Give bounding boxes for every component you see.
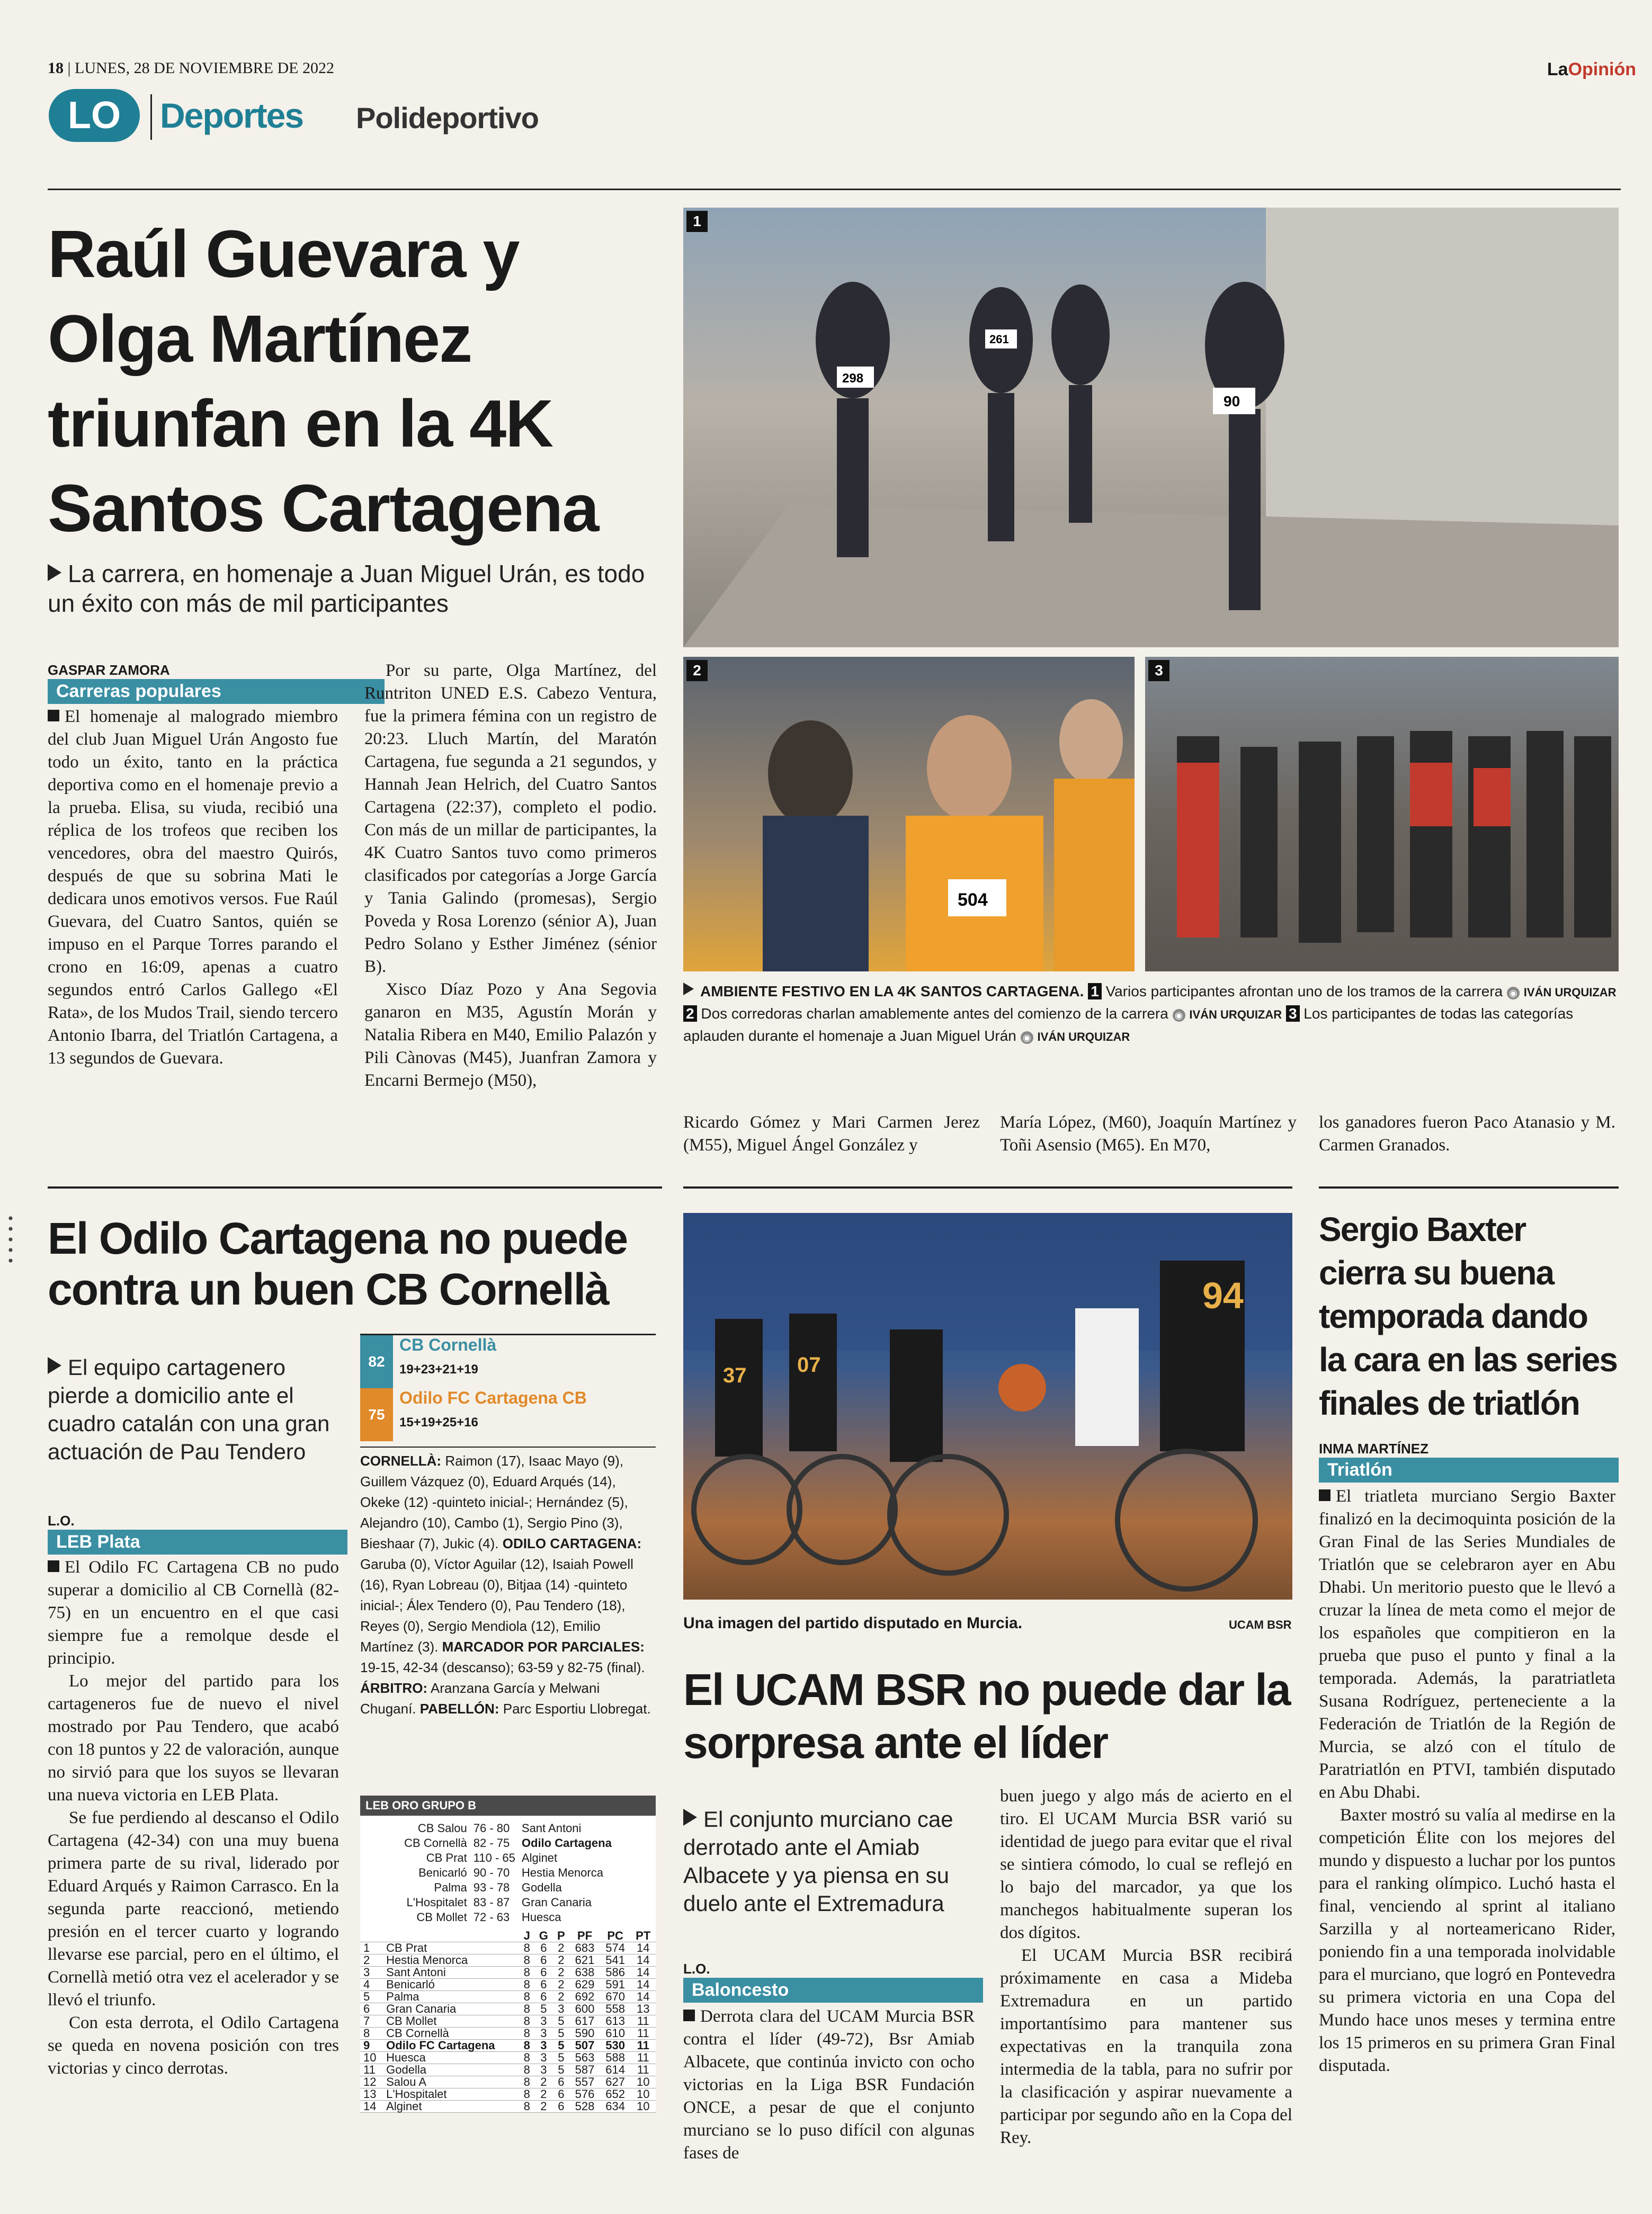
caption-text-1: Varios participantes afrontan uno de los tramos de la carrera — [1105, 983, 1503, 999]
standings-cell: 617 — [575, 2014, 595, 2028]
result-away: Odilo Cartagena — [521, 1836, 612, 1850]
article4-p2: Baxter mostró su valía al medirse en la competición Élite con los mejores del mundo y dispuesto a luchar por los puntos para el ranking olímpico. Luchó hasta el final, venciendo al sprint al italiano Sarzilla y al norteamericano Rider, poniendo fin a una temporada inolvidable para el murciano, que logró en Pontevedra su primera victoria en una Copa del Mundo hace unos meses y termina entre los 15 primeros en su primera Gran Final disputada. — [1319, 1806, 1615, 2075]
standings-cell: 638 — [575, 1966, 595, 1979]
standings-team: Palma — [386, 1990, 419, 2003]
standings-cell: 11 — [637, 2063, 649, 2076]
jersey-07: 07 — [797, 1353, 821, 1377]
standings-cell: 2 — [540, 2087, 547, 2101]
article1-photo-3 — [1145, 657, 1619, 971]
team2-info — [393, 1388, 587, 1441]
result-score: 93 - 78 — [473, 1881, 510, 1894]
brand-left: La — [1547, 59, 1568, 79]
header-rule — [48, 189, 1621, 190]
standings-header-cell: P — [557, 1929, 565, 1942]
result-away: Hestia Menorca — [521, 1866, 603, 1879]
caption-arrow-icon — [683, 983, 694, 995]
result-score: 72 - 63 — [473, 1911, 510, 1924]
standings-cell: 9 — [363, 2039, 370, 2052]
standings-cell: 587 — [575, 2063, 595, 2076]
standings-cell: 5 — [558, 2063, 565, 2076]
standings-header-cell: PF — [577, 1929, 593, 1942]
standings-cell: 541 — [605, 1953, 625, 1967]
bib-text-298: 298 — [842, 371, 864, 386]
photo-number-2: 2 — [686, 660, 708, 681]
result-home: L'Hospitalet — [406, 1896, 467, 1909]
lineup1-label: CORNELLÀ: — [360, 1453, 442, 1469]
standings-cell: 8 — [523, 2014, 530, 2028]
dotted-margin — [5, 1213, 16, 1266]
result-row — [401, 1880, 615, 1895]
standings-row — [360, 2015, 656, 2028]
standings-cell: 7 — [363, 2014, 370, 2028]
paragraph-bullet-icon — [683, 2010, 695, 2021]
article1-col3: Ricardo Gómez y Mari Carmen Jerez (M55), Miguel Ángel González y — [683, 1113, 980, 1155]
league-standings — [360, 1930, 656, 2113]
page-number: 18 — [48, 59, 64, 77]
camera-icon: ◉ — [1021, 1031, 1033, 1044]
header-divider — [150, 94, 152, 140]
standings-cell: 629 — [575, 1978, 595, 1991]
standings-cell: 574 — [605, 1941, 625, 1954]
camera-icon: ◉ — [1173, 1009, 1185, 1022]
basketball-icon — [998, 1364, 1046, 1412]
standings-cell: 2 — [558, 1978, 565, 1991]
standings-cell: 2 — [363, 1953, 370, 1967]
article3-col2a: buen juego y algo más de acierto en el tiro. El UCAM Murcia BSR varió su identidad de juego para evitar que el rival se sintiera cómodo, lo cual se reflejó en lo bajo del marcador, ya que los manchegos habitualmente superan los dos dígitos. — [1000, 1787, 1292, 1942]
standings-cell: 3 — [363, 1966, 370, 1979]
lineup2-label: ODILO CARTAGENA: — [502, 1535, 642, 1551]
result-score: 83 - 87 — [473, 1896, 510, 1909]
standings-row — [360, 2064, 656, 2076]
standings-cell: 6 — [540, 1990, 547, 2003]
lineup2-text: Garuba (0), Víctor Aguilar (12), Isaiah Powell (16), Ryan Lobreau (0), Bitjaa (14) -quinteto inicial-; Álex Tendero (0), Pau Tendero (18), Reyes (0), Sergio Mendiola (12), Emilio Martínez (3). — [360, 1556, 633, 1655]
standings-row — [360, 2076, 656, 2088]
paragraph-bullet-icon — [48, 710, 59, 721]
standings-team: Gran Canaria — [386, 2002, 457, 2015]
standings-cell: 2 — [558, 1966, 565, 1979]
article3-photo-caption: Una imagen del partido disputado en Murcia. — [683, 1614, 1023, 1632]
article2-top-rule — [48, 1186, 662, 1189]
article2-p1: El Odilo FC Cartagena CB no pudo superar a domicilio al CB Cornellà (82-75) en un encuentro en el que casi siempre fue a remolque desde el principio. — [48, 1558, 339, 1668]
result-away: Sant Antoni — [521, 1822, 582, 1835]
team1-name: CB Cornellà — [399, 1335, 497, 1354]
standings-cell: 8 — [523, 1978, 530, 1991]
team2-name: Odilo FC Cartagena CB — [399, 1388, 587, 1407]
article3-section-tag: Baloncesto — [683, 1978, 983, 2003]
result-row — [401, 1865, 615, 1880]
jersey-94: 94 — [1202, 1275, 1244, 1316]
standings-cell: 6 — [540, 1953, 547, 1967]
standings-cell: 627 — [605, 2075, 625, 2088]
standings-cell: 558 — [605, 2002, 625, 2015]
league-results — [401, 1821, 615, 1925]
standings-cell: 10 — [636, 2075, 650, 2088]
standings-cell: 507 — [575, 2039, 595, 2052]
runners-illustration — [683, 208, 1619, 647]
standings-row — [360, 1954, 656, 1967]
team1-info — [393, 1335, 496, 1388]
standings-cell: 621 — [575, 1953, 595, 1967]
article3-col2b: El UCAM Murcia BSR recibirá próximamente en casa a Mideba Extremadura en un partido importantísimo para mantener sus expectativas en la tranquila zona intermedia de la tabla, para no sufrir por la clasificación y aspirar nuevamente a participar por segundo año en la Copa del Rey. — [1000, 1946, 1292, 2147]
standings-cell: 634 — [605, 2100, 625, 2113]
league-title: LEB ORO GRUPO B — [360, 1796, 656, 1816]
jersey-37: 37 — [723, 1364, 747, 1387]
standings-cell: 14 — [363, 2100, 377, 2113]
standings-row — [360, 2028, 656, 2040]
standings-cell: 10 — [363, 2051, 377, 2064]
standings-cell: 692 — [575, 1990, 595, 2003]
article4-top-rule — [1319, 1186, 1619, 1189]
article2-kicker — [48, 1353, 344, 1466]
article2-section-tag: LEB Plata — [48, 1530, 347, 1555]
standings-cell: 2 — [558, 1941, 565, 1954]
standings-team: Alginet — [386, 2100, 422, 2113]
standings-cell: 6 — [558, 2087, 565, 2101]
standings-cell: 6 — [558, 2075, 565, 2088]
referee-text: Aranzana García y Melwani Chuganí. — [360, 1680, 600, 1717]
standings-row — [360, 1979, 656, 1991]
article2-p2: Lo mejor del partido para los cartageneros fue de nuevo el nivel mostrado por Pau Tendero, que acabó con 18 puntos y 22 de valoración, aunque no sirvió para que los suyos se llevaran una nueva victoria en LEB Plata. — [48, 1672, 339, 1805]
standings-cell: 14 — [636, 1978, 650, 1991]
page-folio — [48, 59, 334, 77]
bib-text-504: 504 — [958, 890, 988, 910]
standings-cell: 8 — [523, 1953, 530, 1967]
standings-cell: 8 — [523, 2039, 530, 2052]
article3-byline: L.O. — [683, 1961, 710, 1977]
standings-team: CB Mollet — [386, 2014, 437, 2028]
article3-kicker — [683, 1805, 980, 1917]
caption-marker-1: 1 — [1088, 983, 1102, 999]
result-row — [401, 1836, 615, 1851]
standings-header — [360, 1930, 656, 1942]
standings-cell: 2 — [558, 1990, 565, 2003]
result-away: Godella — [521, 1881, 562, 1894]
standings-cell: 14 — [636, 1941, 650, 1954]
partials-label: MARCADOR POR PARCIALES: — [442, 1639, 645, 1655]
result-row — [401, 1851, 615, 1865]
result-row — [401, 1895, 615, 1910]
team1-quarters: 19+23+21+19 — [399, 1362, 478, 1377]
partials-text: 19-15, 42-34 (descanso); 63-59 y 82-75 (final). — [360, 1659, 645, 1675]
standings-cell: 6 — [363, 2002, 370, 2015]
article2-p4: Con esta derrota, el Odilo Cartagena se queda en novena posición con tres victorias y cinco derrotas. — [48, 2013, 339, 2078]
standings-cell: 586 — [605, 1966, 625, 1979]
standings-cell: 12 — [363, 2075, 377, 2088]
standings-cell: 14 — [636, 1966, 650, 1979]
standings-cell: 6 — [558, 2100, 565, 2113]
article1-kicker — [48, 559, 662, 618]
standings-cell: 5 — [558, 2051, 565, 2064]
standings-cell: 591 — [605, 1978, 625, 1991]
standings-cell: 11 — [637, 2014, 649, 2028]
standings-row — [360, 2088, 656, 2101]
article1-col4: María López, (M60), Joaquín Martínez y Toñi Asensio (M65). En M70, — [1000, 1113, 1297, 1155]
subsection-title: Polideportivo — [356, 101, 539, 135]
article4-section-tag: Triatlón — [1319, 1458, 1619, 1483]
article2-kicker-text: El equipo cartagenero pierde a domicilio ante el cuadro catalán con una gran actuación de Pau Tendero — [48, 1355, 330, 1464]
standings-cell: 610 — [605, 2026, 625, 2040]
team1-score: 82 — [360, 1335, 393, 1388]
team2-quarters: 15+19+25+16 — [399, 1415, 478, 1430]
article1-caption — [683, 981, 1619, 1048]
standings-team: L'Hospitalet — [386, 2087, 447, 2101]
standings-header-cell: PC — [607, 1929, 623, 1942]
result-away: Gran Canaria — [521, 1896, 592, 1909]
standings-cell: 5 — [540, 2002, 547, 2015]
standings-cell: 8 — [523, 2002, 530, 2015]
standings-cell: 8 — [523, 2075, 530, 2088]
article1-col2b: Xisco Díaz Pozo y Ana Segovia ganaron en M35, Agustín Morán y Natalia Ribera en M40, Emilio Palazón y Pili Cànovas (M45), Juanfran Zamora y Encarni Bermejo (M50), — [364, 980, 657, 1090]
standings-cell: 10 — [636, 2100, 650, 2113]
bib-text-90: 90 — [1224, 393, 1240, 409]
women-illustration — [683, 657, 1135, 971]
kicker-arrow-icon — [48, 1357, 61, 1374]
wheelchair-basketball-illustration — [683, 1213, 1292, 1600]
standings-team: Salou A — [386, 2075, 427, 2088]
standings-cell: 8 — [523, 2100, 530, 2113]
standings-row — [360, 2101, 656, 2113]
result-score: 110 - 65 — [473, 1851, 515, 1864]
standings-cell: 3 — [540, 2063, 547, 2076]
standings-cell: 14 — [636, 1953, 650, 1967]
standings-cell: 683 — [575, 1941, 595, 1954]
standings-cell: 8 — [523, 2087, 530, 2101]
caption-marker-2: 2 — [683, 1005, 697, 1022]
standings-cell: 14 — [636, 1990, 650, 2003]
article3-photo — [683, 1213, 1292, 1600]
article1-col5: los ganadores fueron Paco Atanasio y M. Carmen Granados. — [1319, 1113, 1615, 1155]
standings-cell: 4 — [363, 1978, 370, 1991]
article2-byline: L.O. — [48, 1513, 75, 1529]
referee-label: ÁRBITRO: — [360, 1680, 428, 1696]
standings-cell: 1 — [363, 1941, 370, 1954]
standings-cell: 8 — [523, 1966, 530, 1979]
standings-cell: 13 — [636, 2002, 650, 2015]
lineup1-text: Raimon (17), Isaac Mayo (9), Guillem Vázquez (0), Eduard Arqués (14), Okeke (12) -quinteto inicial-; Hernández (5), Alejandro (10), Cambo (1), Sergio Pino (3), Bieshaar (7), Jukic (4). — [360, 1453, 628, 1551]
article1-col1-text: El homenaje al malogrado miembro del club Juan Miguel Urán Angosto fue todo un éxito, tanto en la práctica deportiva como en el homenaje previo a la prueba. Elisa, su viuda, recibió una réplica de los trofeos que reciben los vencedores, obra del maestro Quirós, después de que su sobrina Mati le dedicara unos emotivos versos. Fue Raúl Guevara, del Cuatro Santos, quién se impuso en el Parque Torres parando el crono en 16:09, apenas a cuatro segundos entró Carlos Gallego «El Rata», de los Mudos Trail, siendo tercero Antonio Ibarra, del Triatlón Cartagena, a 13 segundos de Guevara. — [48, 707, 338, 1068]
scorebox-team1 — [360, 1334, 656, 1388]
venue-label: PABELLÓN: — [419, 1701, 499, 1717]
article1-photo-1 — [683, 208, 1619, 647]
standings-cell: 5 — [558, 2039, 565, 2052]
result-away: Alginet — [521, 1851, 558, 1864]
standings-team: Odilo FC Cartagena — [386, 2039, 495, 2052]
standings-team: CB Cornellà — [386, 2026, 449, 2040]
standings-row — [360, 2040, 656, 2052]
standings-team: Sant Antoni — [386, 1966, 446, 1979]
brand-right: Opinión — [1568, 59, 1636, 79]
caption-text-2: Dos corredoras charlan amablemente antes del comienzo de la carrera — [701, 1005, 1168, 1022]
standings-cell: 11 — [363, 2063, 376, 2076]
article3-col2 — [1000, 1785, 1292, 2149]
standings-cell: 613 — [605, 2014, 625, 2028]
photo-credit-3: IVÁN URQUIZAR — [1037, 1030, 1130, 1043]
standings-cell: 563 — [575, 2051, 595, 2064]
standings-cell: 13 — [363, 2087, 377, 2101]
standings-cell: 5 — [363, 1990, 370, 2003]
kicker-arrow-icon — [683, 1809, 697, 1826]
standings-cell: 6 — [540, 1966, 547, 1979]
scorebox-details — [360, 1447, 656, 1719]
standings-cell: 8 — [523, 2063, 530, 2076]
camera-icon: ◉ — [1507, 987, 1520, 999]
section-logo: LO — [49, 89, 140, 142]
result-row — [401, 1821, 615, 1836]
standings-cell: 11 — [637, 2051, 649, 2064]
standings-header-cell: J — [523, 1929, 530, 1942]
standings-cell: 10 — [636, 2087, 650, 2101]
standings-team: Huesca — [386, 2051, 426, 2064]
result-home: CB Cornellà — [404, 1836, 467, 1850]
standings-cell: 8 — [523, 2051, 530, 2064]
result-home: CB Salou — [417, 1822, 467, 1835]
standings-cell: 670 — [605, 1990, 625, 2003]
article1-byline: GASPAR ZAMORA — [48, 662, 170, 678]
standings-header-cell: G — [539, 1929, 548, 1942]
article1-col1 — [48, 706, 338, 1070]
team2-score: 75 — [360, 1388, 393, 1441]
standings-cell: 11 — [637, 2039, 649, 2052]
article3-kicker-text: El conjunto murciano cae derrotado ante el Amiab Albacete y ya piensa en su duelo ante el Extremadura — [683, 1807, 953, 1916]
standings-cell: 8 — [363, 2026, 370, 2040]
standings-cell: 590 — [575, 2026, 595, 2040]
article3-col1-text: Derrota clara del UCAM Murcia BSR contra el líder (49-72), Bsr Amiab Albacete, que continúa invicto con ocho victorias en la Liga BSR Fundación ONCE, a pesar de que el conjunto murciano se lo puso difícil con algunas fases de — [683, 2007, 975, 2163]
standings-cell: 2 — [540, 2075, 547, 2088]
standings-cell: 576 — [575, 2087, 595, 2101]
standings-cell: 6 — [540, 1941, 547, 1954]
result-score: 76 - 80 — [473, 1822, 510, 1835]
article4-p1: El triatleta murciano Sergio Baxter finalizó en la decimoquinta posición de la Gran Final de las Series Mundiales de Triatlón que se celebraron ayer en Abu Dhabi. Un meritorio puesto que le llevó a cruzar la línea de meta como el mejor de los españoles que compitieron en la prueba que puso el punto y final a la temporada. Además, la paratriatleta Susana Rodríguez, perteneciente a la Federación de Triatlón de la Región de Murcia, se alzó con el título de Paratriatlón en PTVI, también disputado en Abu Dhabi. — [1319, 1487, 1615, 1802]
standings-team: Godella — [386, 2063, 427, 2076]
folio-separator: | — [67, 59, 75, 77]
standings-cell: 8 — [523, 1990, 530, 2003]
standings-cell: 2 — [558, 1953, 565, 1967]
standings-cell: 8 — [523, 1941, 530, 1954]
article4-byline: INMA MARTÍNEZ — [1319, 1441, 1429, 1457]
article2-body — [48, 1556, 339, 2080]
standings-row — [360, 2052, 656, 2064]
article2-headline: El Odilo Cartagena no puede contra un buen CB Cornellà — [48, 1213, 628, 1314]
standings-row — [360, 1991, 656, 2003]
caption-title: AMBIENTE FESTIVO EN LA 4K SANTOS CARTAGENA. — [700, 983, 1084, 999]
paragraph-bullet-icon — [1319, 1489, 1330, 1501]
article1-section-tag: Carreras populares — [48, 679, 385, 704]
section-title: Deportes — [160, 96, 303, 135]
article1-photo-2 — [683, 657, 1135, 971]
page-date: LUNES, 28 DE NOVIEMBRE DE 2022 — [75, 59, 334, 77]
result-home: CB Prat — [426, 1851, 467, 1864]
standings-header-cell — [383, 1930, 519, 1942]
photo-number-3: 3 — [1148, 660, 1169, 681]
standings-cell: 6 — [540, 1978, 547, 1991]
standings-cell: 5 — [558, 2026, 565, 2040]
standings-cell: 5 — [558, 2014, 565, 2028]
standings-header-cell: PT — [636, 1929, 651, 1942]
standings-row — [360, 2003, 656, 2015]
scorebox-team2 — [360, 1388, 656, 1441]
article3-top-rule — [683, 1186, 1292, 1189]
article3-col1 — [683, 2005, 975, 2165]
standings-cell: 652 — [605, 2087, 625, 2101]
standings-cell: 3 — [540, 2026, 547, 2040]
standings-cell: 8 — [523, 2026, 530, 2040]
photo-credit-1: IVÁN URQUIZAR — [1523, 986, 1617, 999]
venue-text: Parc Esportiu Llobregat. — [503, 1701, 651, 1717]
caption-text-3: Los participantes de todas las categorías aplauden durante el homenaje a Juan Miguel Urán — [683, 1005, 1574, 1044]
article3-headline: El UCAM BSR no puede dar la sorpresa ante el líder — [683, 1665, 1290, 1767]
standings-cell: 3 — [540, 2039, 547, 2052]
standings-cell: 3 — [540, 2051, 547, 2064]
standings-cell: 588 — [605, 2051, 625, 2064]
photo-credit-2: IVÁN URQUIZAR — [1189, 1008, 1282, 1021]
article4-body — [1319, 1485, 1615, 2077]
standings-cell: 530 — [605, 2039, 625, 2052]
standings-cell: 3 — [540, 2014, 547, 2028]
standings-row — [360, 1967, 656, 1979]
standings-cell: 557 — [575, 2075, 595, 2088]
standings-row — [360, 1942, 656, 1954]
standings-cell: 600 — [575, 2002, 595, 2015]
article1-col2a: Por su parte, Olga Martínez, del Runtriton UNED E.S. Cabezo Ventura, fue la primera fémina con un registro de 20:23. Lluch Martín, del Maratón Cartagena, fue segunda a 21 segundos, y Hannah Jean Helrich, del Cuatro Santos Cartagena (22:37), completo el podio. Con más de un millar de participantes, la 4K Cuatro Santos tuvo como primeros clasificados por categorías a Jorge García y Tania Galindo (promesas), Sergio Poveda y Rosa Lorenzo (sénior A), Juan Pedro Solano y Esther Jiménez (sénior B). — [364, 661, 657, 976]
photo-number-1: 1 — [686, 211, 708, 232]
result-away: Huesca — [521, 1911, 561, 1924]
result-row — [401, 1910, 615, 1925]
article1-headline: Raúl Guevara y Olga Martínez triunfan en la 4K Santos Cartagena — [48, 217, 599, 546]
league-box — [360, 1796, 656, 2113]
standings-team: Benicarló — [386, 1978, 435, 1991]
standings-team: Hestia Menorca — [386, 1953, 468, 1967]
result-home: Palma — [434, 1881, 467, 1894]
paragraph-bullet-icon — [48, 1560, 59, 1572]
kicker-arrow-icon — [48, 564, 61, 581]
standings-team: CB Prat — [386, 1941, 427, 1954]
standings-cell: 3 — [558, 2002, 565, 2015]
standings-cell: 2 — [540, 2100, 547, 2113]
result-score: 90 - 70 — [473, 1866, 510, 1879]
standings-cell: 614 — [605, 2063, 625, 2076]
result-home: Benicarló — [418, 1866, 467, 1879]
standings-cell: 528 — [575, 2100, 595, 2113]
scorebox — [360, 1334, 656, 1719]
bib-text-261: 261 — [989, 333, 1009, 346]
standings-header-cell — [360, 1930, 383, 1942]
article3-photo-credit: UCAM BSR — [1229, 1618, 1292, 1631]
caption-marker-3: 3 — [1286, 1005, 1300, 1022]
brand-logo — [1547, 59, 1636, 80]
result-score: 82 - 75 — [473, 1836, 510, 1850]
crowd-illustration — [1145, 657, 1619, 971]
result-home: CB Mollet — [416, 1911, 467, 1924]
article4-headline: Sergio Baxter cierra su buena temporada dando la cara en las series finales de triatlón — [1319, 1210, 1617, 1422]
standings-cell: 11 — [637, 2026, 649, 2040]
article1-col2 — [364, 659, 657, 1092]
article1-kicker-text: La carrera, en homenaje a Juan Miguel Urán, es todo un éxito con más de mil participantes — [48, 560, 645, 617]
article2-p3: Se fue perdiendo al descanso el Odilo Cartagena (42-34) con una muy buena primera parte de su rival, liderado por Eduard Arqués y Raimon Carrasco. En la segunda parte reaccionó, metiendo presión en el tercer cuarto y logrando llevarse ese parcial, pero en el último, el Cornellà metió otra vez el acelerador y se llevó el triunfo. — [48, 1808, 339, 2010]
